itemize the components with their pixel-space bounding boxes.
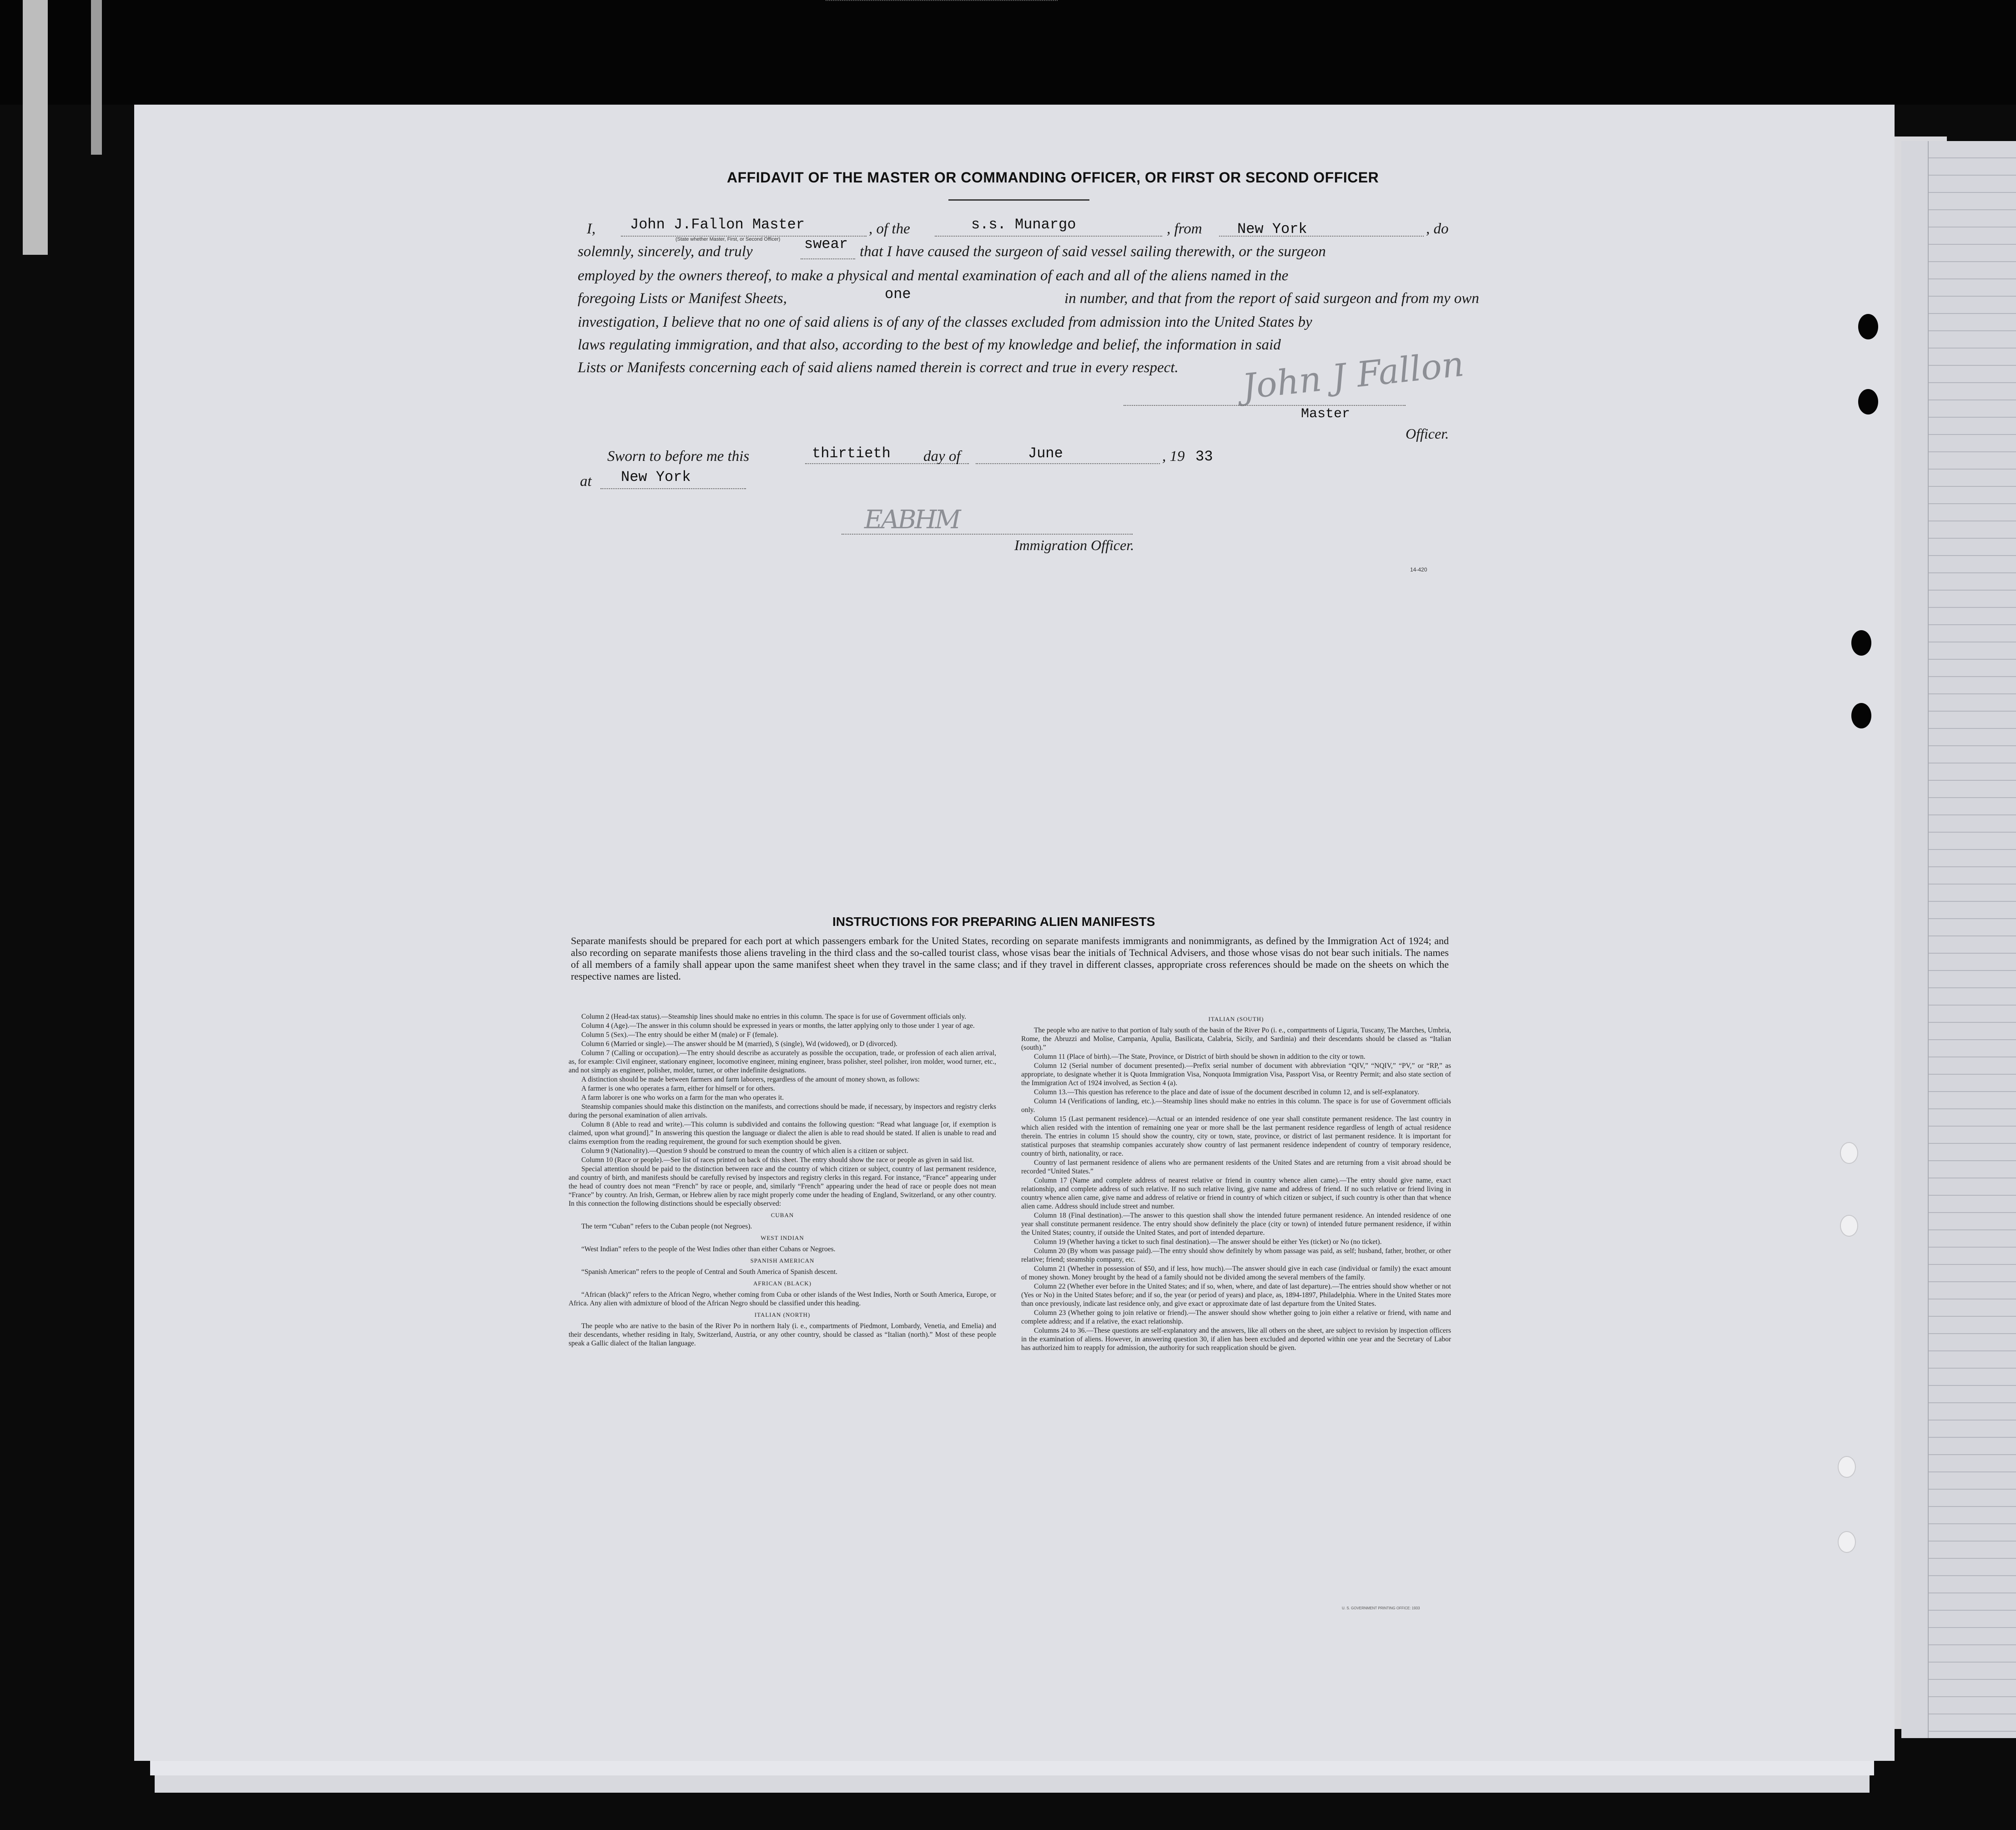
month-field-value: June	[1028, 445, 1063, 462]
affidavit-text: at	[580, 473, 592, 490]
instruction-paragraph: Column 18 (Final destination).—The answer to this question shall show the intended future permanent residence. An intended residence of one year shall constitute permanent residence. The entry should show definitely the place (city or town) of intended future permanent residence, if within the United States; country, if outside the United States, and port of intended departure.	[1021, 1212, 1451, 1237]
affidavit-text: employed by the owners thereof, to make a physical and mental examination of each and all of the aliens named in the	[578, 268, 1289, 284]
affidavit-text: , from	[1167, 221, 1202, 237]
instruction-paragraph: “West Indian” refers to the people of the West Indies other than either Cubans or Negroes.	[581, 1245, 836, 1253]
instruction-paragraph: Column 2 (Head-tax status).—Steamship lines should make no entries in this column. The space is for use of Government officials only.	[581, 1013, 967, 1021]
binder-hole-icon	[1858, 389, 1878, 415]
instruction-paragraph: A farmer is one who operates a farm, either for himself or for others.	[581, 1085, 775, 1092]
instructions-right-column	[1021, 1015, 1451, 1353]
instruction-paragraph: Column 17 (Name and complete address of nearest relative or friend in country whence alien came).—The entry should give name, exact relationship, and complete address of such relative. If no such relative living, give name and address of friend. If no such relative or friend living in country whence alien came, give name and address of relative or friend in country of which citizen or subject, if such country is other than that whence alien came. Address should include street and number.	[1021, 1177, 1451, 1210]
instruction-paragraph: Special attention should be paid to the distinction between race and the country of which citizen or subject, country of last permanent residence, and country of birth, and manifests should be carefully revised by inspectors and registry clerks in this regard. For instance, “France” appearing under the head of country does not mean “French” by race or people, and, similarly “French” appearing under the head of race or people does not mean “France” by country. An Irish, German, or Hebrew alien by race might properly come under the heading of England, Switzerland, or any other country. In this connection the following distinctions should be especially observed:	[569, 1165, 996, 1208]
instruction-paragraph: “Spanish American” refers to the people of Central and South America of Spanish descent.	[581, 1268, 838, 1276]
officer-label: Officer.	[1406, 425, 1449, 442]
rank-field-value: Master	[1301, 406, 1351, 422]
immigration-officer-label: Immigration Officer.	[1014, 537, 1134, 553]
affidavit-text: foregoing Lists or Manifest Sheets,	[578, 290, 787, 307]
port-field-value: New York	[1237, 221, 1307, 238]
affidavit-text: solemnly, sincerely, and truly	[578, 243, 753, 260]
affidavit-text: Lists or Manifests concerning each of said aliens named therein is correct and true in every respect.	[578, 359, 1179, 376]
instruction-paragraph: Column 21 (Whether in possession of $50, and if less, how much).—The answer should give in each case (individual or family) the exact amount of money shown. Money brought by the head of a family should not be divided among the several members of the family.	[1021, 1265, 1451, 1281]
instruction-paragraph: Columns 24 to 36.—These questions are self-explanatory and the answers, like all others on the sheet, are subject to revision by inspection officers in the examination of aliens. However, in answering question 30, if alien has been excluded and deported within one year and the Secretary of Labor has authorized him to reapply for admission, the authority for such reapplication should be given.	[1021, 1327, 1451, 1352]
instructions-intro: Separate manifests should be prepared for each port at which passengers embark for the United States, recording on separate manifests immigrants and nonimmigrants, as defined by the Immigration Act of 1924; and also recording on separate manifests those aliens traveling in the third class and the so-called tourist class, whose visas bear the initials of Technical Advisers, and those whose visas do not bear such initials. The names of all members of a family shall appear upon the same manifest sheet when they travel in the same class; and if they travel in different classes, appropriate cross references should be made on the sheets on which the respective names are listed.	[571, 935, 1449, 982]
film-frame-top	[0, 0, 2016, 105]
printing-office-imprint: U. S. GOVERNMENT PRINTING OFFICE: 1933	[1342, 1606, 1420, 1610]
instruction-paragraph: Column 23 (Whether going to join relative or friend).—The answer should show whether going to join either a relative or friend, with name and complete address; and if a relative, the exact relationship.	[1021, 1309, 1451, 1325]
affidavit-text: investigation, I believe that no one of said aliens is of any of the classes excluded from admission into the United States by	[578, 314, 1312, 330]
instruction-paragraph: The people who are native to that portion of Italy south of the basin of the River Po (i. e., compartments of Liguria, Tuscany, The Marches, Umbria, Rome, the Abruzzi and Molise, Campania, Apulia, Basilicata, Calabria, Sicily, and Sardinia) and their descendants should be classed as “Italian (south).”	[1021, 1026, 1451, 1051]
affidavit-text: in number, and that from the report of said surgeon and from my own	[1064, 290, 1479, 307]
affidavit-text: , 19	[1162, 448, 1185, 465]
instruction-paragraph: A distinction should be made between farmers and farm laborers, regardless of the amount of money shown, as follows:	[581, 1076, 920, 1083]
film-edge-strip	[23, 0, 48, 255]
instruction-paragraph: Column 10 (Race or people).—See list of races printed on back of this sheet. The entry should show the race or people as given in said list.	[581, 1156, 974, 1164]
name-field-caption: (State whether Master, First, or Second Officer)	[675, 237, 781, 242]
section-heading-cuban: CUBAN	[771, 1212, 794, 1218]
name-field-value: John J.Fallon Master	[630, 216, 805, 233]
ledger-ruled-lines	[1929, 141, 2016, 1738]
instruction-paragraph: Column 15 (Last permanent residence).—Actual or an intended residence of one year shall constitute permanent residence. The last country in which alien resided with the intention of remaining one year or more shall be the last permanent residence regardless of length of actual residence therein. The entries in column 15 should show the country, city or town, state, province, or district of last permanent residence. It is important for statistical purposes that steamship companies accurately show country of last permanent residence independent of country of temporary residence, country of birth, nationality, or race.	[1021, 1115, 1451, 1158]
section-heading-west-indian: WEST INDIAN	[761, 1234, 804, 1241]
instruction-paragraph: Column 8 (Able to read and write).—This column is subdivided and contains the following question: “Read what language [or, if exemption is claimed, upon what ground].” In answering this question the language or dialect the alien is able to read should be stated. If alien is unable to read and claims exemption from the reading requirement, the ground for such exemption should be given.	[569, 1121, 996, 1146]
month-field-line	[976, 463, 1160, 464]
instruction-paragraph: Column 5 (Sex).—The entry should be either M (male) or F (female).	[581, 1031, 778, 1039]
instruction-paragraph: Column 6 (Married or single).—The answer should be M (married), S (single), Wd (widowed), or D (divorced).	[581, 1040, 897, 1048]
instruction-paragraph: The term “Cuban” refers to the Cuban people (not Negroes).	[581, 1223, 752, 1230]
instruction-paragraph: Column 11 (Place of birth).—The State, Province, or District of birth should be shown in addition to the city or town.	[1034, 1053, 1366, 1061]
affidavit-text: , do	[1426, 221, 1449, 237]
instruction-paragraph: Column 12 (Serial number of document presented).—Prefix serial number of document with abbreviation “QIV,” “NQIV,” “PV,” or “RP,” as appropriate, to designate whether it is Quota Immigration Visa, Nonquota Immigration Visa, Passport Visa, or Reentry Permit; and also state section of the Immigration Act of 1924 involved, as Section 4 (a).	[1021, 1062, 1451, 1087]
place-field-value: New York	[621, 469, 691, 485]
section-heading-italian-south: ITALIAN (SOUTH)	[1208, 1016, 1264, 1022]
form-number: 14-420	[1410, 566, 1427, 573]
instruction-paragraph: “African (black)” refers to the African Negro, whether coming from Cuba or other islands of the West Indies, North or South America, Europe, or Africa. Any alien with admixture of blood of the African Negro should be classified under this heading.	[569, 1291, 996, 1307]
immigration-officer-signature: EABHM	[864, 505, 959, 535]
instruction-paragraph: Column 13.—This question has reference to the place and date of issue of the document described in column 12, and is self-explanatory.	[1034, 1088, 1419, 1096]
affidavit-text: , of the	[869, 221, 910, 237]
binder-hole-icon	[1858, 314, 1878, 339]
vessel-field-value: s.s. Munargo	[971, 216, 1076, 233]
immigration-signature-line	[842, 534, 1133, 535]
instruction-paragraph: Column 7 (Calling or occupation).—The entry should describe as accurately as possible the occupation, trade, or profession of each alien arrival, as, for example: Civil engineer, stationary engineer, locomotive engineer, mining engineer, brass polisher, steel polisher, iron molder, wood turner, etc., and not simply as engineer, polisher, molder, turner, or other indefinite designations.	[569, 1049, 996, 1074]
affidavit-text: that I have caused the surgeon of said vessel sailing therewith, or the surgeon	[860, 243, 1326, 260]
instruction-paragraph: Column 9 (Nationality).—Question 9 should be construed to mean the country of which alien is a citizen or subject.	[581, 1147, 908, 1155]
signature-line	[1124, 405, 1406, 406]
year-field-value: 33	[1195, 448, 1213, 465]
instruction-paragraph: A farm laborer is one who works on a farm for the man who operates it.	[581, 1094, 784, 1102]
section-heading-spanish-american: SPANISH AMERICAN	[750, 1257, 815, 1264]
adjacent-ledger-page	[1901, 141, 2016, 1738]
sheets-field-line	[826, 0, 1058, 1]
oath-field-line	[801, 258, 855, 259]
binder-hole-icon	[1840, 1142, 1858, 1164]
instruction-paragraph: Column 22 (Whether ever before in the United States; and if so, when, where, and date of last departure).—The entries should show whether or not (Yes or No) in the United States before; and if so, the year (or period of years) and place, as, 1894-1897, Philadelphia. Where in the United States more than once previously, indicate last residence only, and give exact or approximate date of last departure from the United States.	[1021, 1283, 1451, 1308]
affidavit-text: laws regulating immigration, and that also, according to the best of my knowledge and belief, the information in said	[578, 337, 1281, 353]
day-field-value: thirtieth	[812, 445, 891, 462]
instruction-paragraph: Column 20 (By whom was passage paid).—The entry should show definitely by whom passage was paid, as self; husband, father, brother, or other relative; friend; steamship company, etc.	[1021, 1247, 1451, 1264]
affidavit-text: day of	[923, 448, 961, 465]
instruction-paragraph: Column 19 (Whether having a ticket to such final destination).—The answer should be either Yes (ticket) or No (no ticket).	[1034, 1238, 1382, 1246]
binder-hole-icon	[1838, 1456, 1856, 1478]
affidavit-title: AFFIDAVIT OF THE MASTER OR COMMANDING OFFICER, OR FIRST OR SECOND OFFICER	[727, 169, 1379, 186]
place-field-line	[600, 488, 746, 489]
binder-hole-icon	[1851, 630, 1871, 656]
affidavit-text: I,	[587, 221, 596, 237]
film-edge-strip-2	[91, 0, 102, 155]
vessel-field-line	[935, 236, 1162, 237]
affidavit-text: Sworn to before me this	[607, 448, 750, 465]
binder-hole-icon	[1838, 1531, 1856, 1553]
instructions-left-column	[569, 1012, 996, 1348]
title-underline	[948, 199, 1089, 201]
binder-hole-icon	[1851, 703, 1871, 728]
instruction-paragraph: The people who are native to the basin of the River Po in northern Italy (i. e., compartments of Piedmont, Lombardy, Venetia, and Emelia) and their descendants, whether residing in Italy, Switzerland, Austria, or any other country, should be classed as “Italian (north).” Most of these people speak a Gallic dialect of the Italian language.	[569, 1322, 996, 1347]
binder-hole-icon	[1840, 1215, 1858, 1237]
sheets-field-value: one	[885, 286, 911, 303]
oath-field-value: swear	[804, 236, 848, 253]
section-heading-italian-north: ITALIAN (NORTH)	[754, 1311, 811, 1318]
instruction-paragraph: Column 14 (Verifications of landing, etc.).—Steamship lines should make no entries in this column. The space is for use of Government officials only.	[1021, 1097, 1451, 1114]
instruction-paragraph: Country of last permanent residence of aliens who are permanent residents of the United States and are returning from a visit abroad should be recorded “United States.”	[1021, 1159, 1451, 1175]
section-heading-african: AFRICAN (BLACK)	[753, 1280, 812, 1287]
instruction-paragraph: Column 4 (Age).—The answer in this column should be expressed in years or months, the latter applying only to those under 1 year of age.	[581, 1022, 975, 1030]
master-signature: John J Fallon	[1240, 343, 1466, 407]
instructions-title: INSTRUCTIONS FOR PREPARING ALIEN MANIFESTS	[832, 915, 1155, 929]
instruction-paragraph: Steamship companies should make this distinction on the manifests, and corrections should be made, if necessary, by inspectors and registry clerks during the personal examination of alien arrivals.	[569, 1103, 996, 1119]
